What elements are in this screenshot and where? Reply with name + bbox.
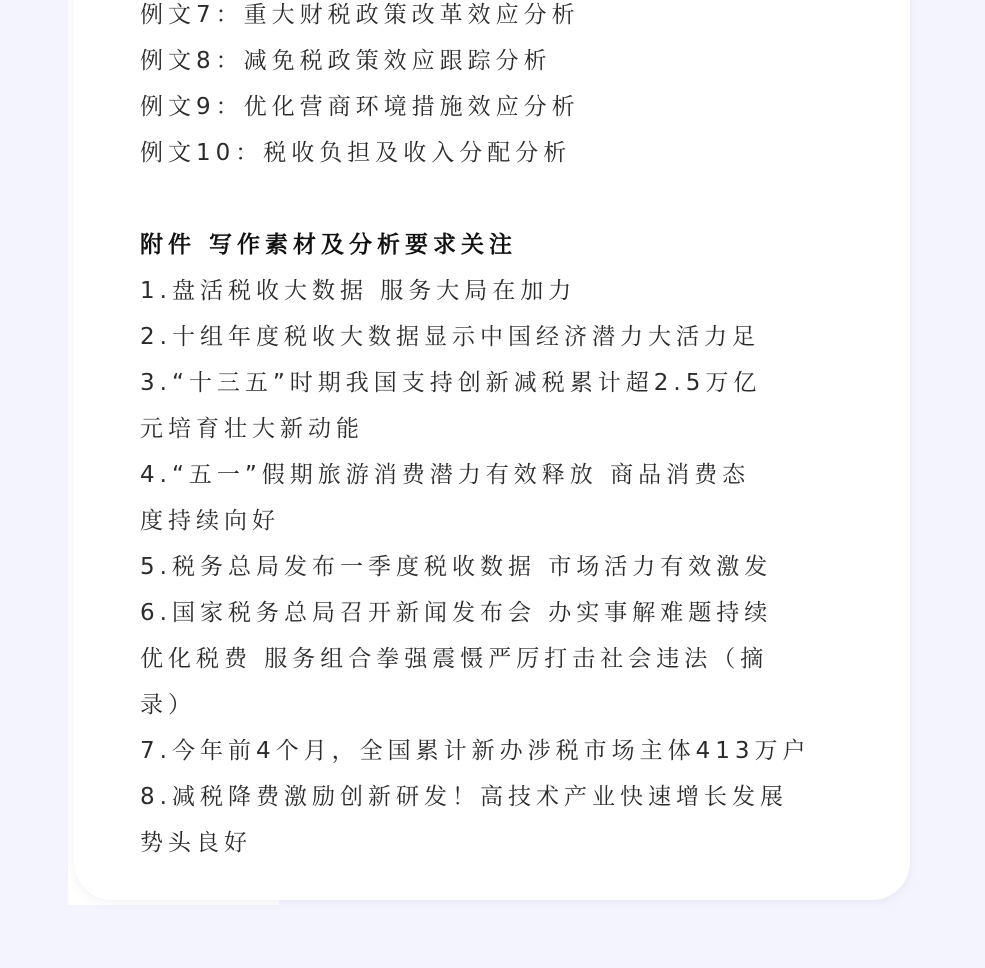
appendix-item-1: 1.盘活税收大数据 服务大局在加力 bbox=[140, 278, 577, 304]
appendix-item-2: 2.十组年度税收大数据显示中国经济潜力大活力足 bbox=[140, 324, 760, 350]
appendix-item-6-cont: 优化税费 服务组合拳强震慑严厉打击社会违法（摘 bbox=[140, 646, 769, 672]
example-item-9: 例文9：优化营商环境措施效应分析 bbox=[140, 94, 580, 120]
appendix-item-3-cont: 元培育壮大新动能 bbox=[140, 416, 364, 442]
appendix-item-4: 4.“五一”假期旅游消费潜力有效释放 商品消费态 bbox=[140, 462, 751, 488]
appendix-item-3: 3.“十三五”时期我国支持创新减税累计超2.5万亿 bbox=[140, 370, 762, 396]
example-item-10: 例文10：税收负担及收入分配分析 bbox=[140, 140, 572, 166]
appendix-item-8-cont: 势头良好 bbox=[140, 830, 252, 856]
appendix-item-5: 5.税务总局发布一季度税收数据 市场活力有效激发 bbox=[140, 554, 773, 580]
appendix-item-7: 7.今年前4个月，全国累计新办涉税市场主体413万户 bbox=[140, 738, 811, 764]
appendix-item-4-cont: 度持续向好 bbox=[140, 508, 280, 534]
appendix-heading: 附件 写作素材及分析要求关注 bbox=[140, 232, 518, 258]
appendix-item-8: 8.减税降费激励创新研发！高技术产业快速增长发展 bbox=[140, 784, 788, 810]
appendix-item-6-cont2: 录） bbox=[140, 692, 196, 718]
example-item-8: 例文8：减免税政策效应跟踪分析 bbox=[140, 48, 552, 74]
example-item-7: 例文7：重大财税政策改革效应分析 bbox=[140, 2, 580, 28]
appendix-item-6: 6.国家税务总局召开新闻发布会 办实事解难题持续 bbox=[140, 600, 773, 626]
